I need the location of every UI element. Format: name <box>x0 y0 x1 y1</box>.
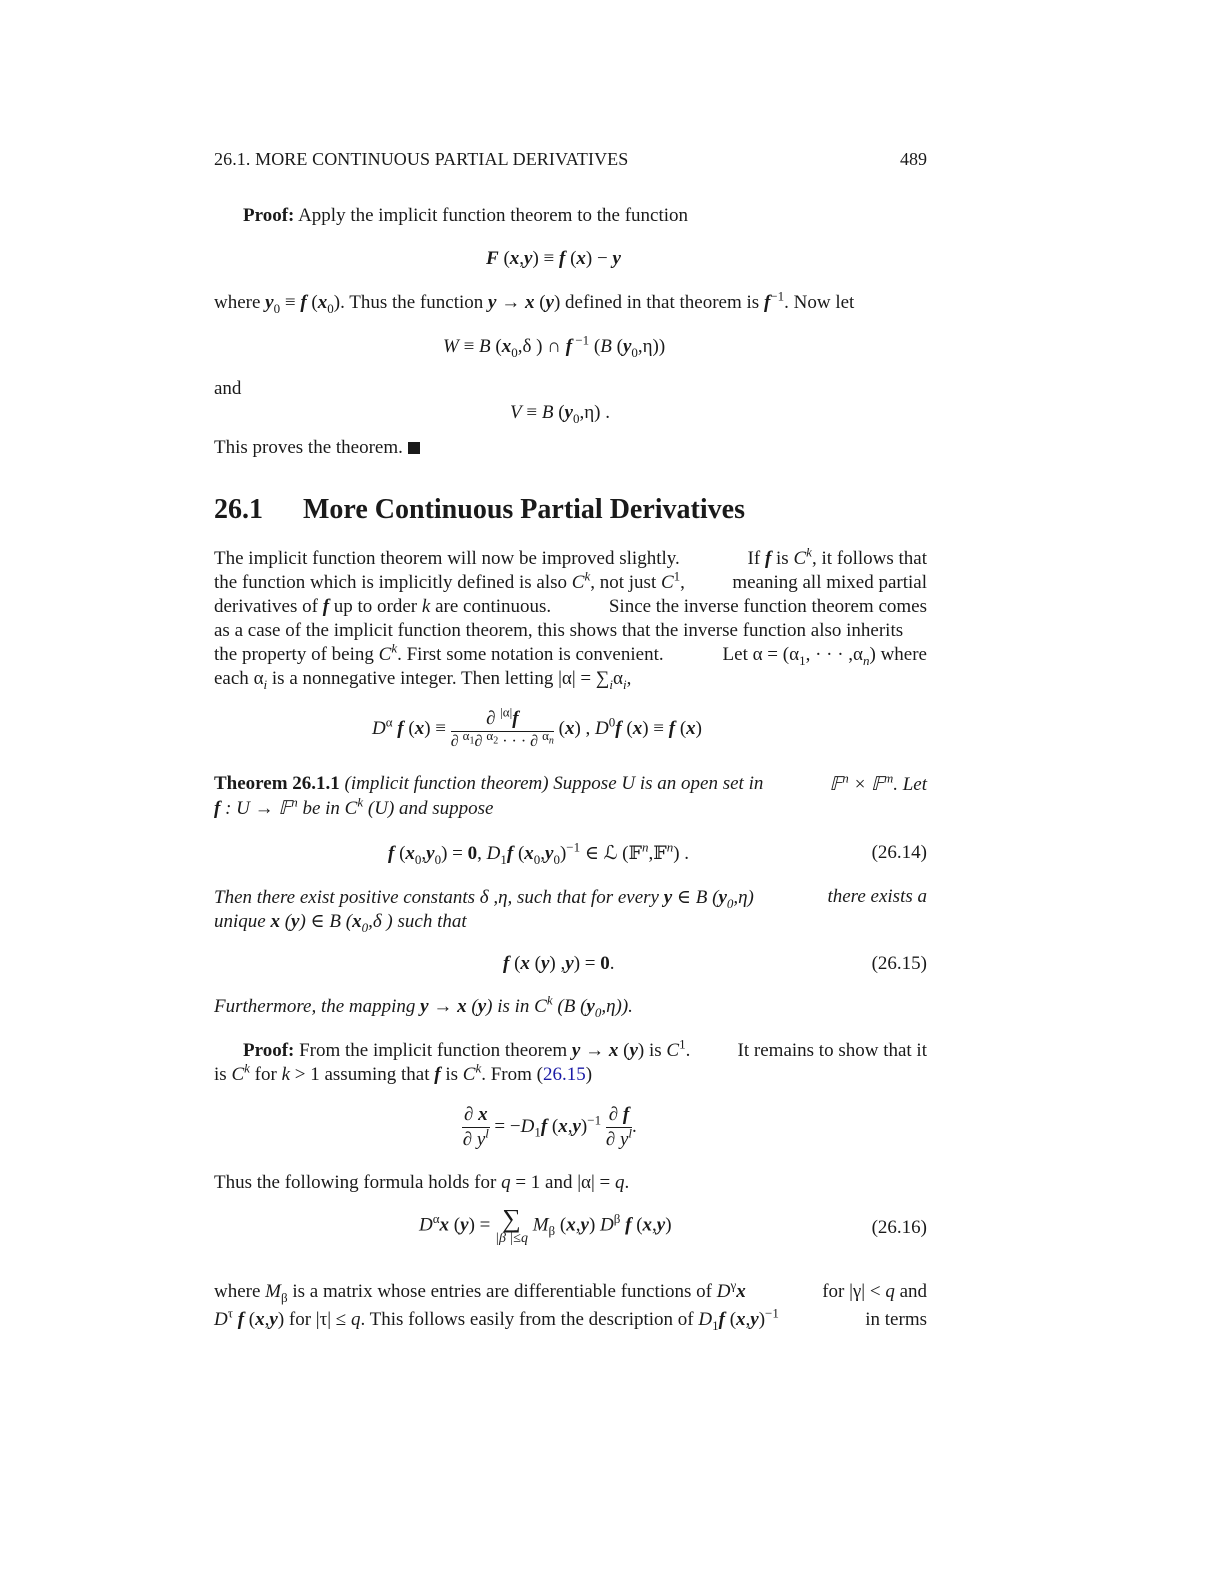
thus-line: Thus the following formula holds for q = 1 and |α| = q. <box>214 1172 630 1193</box>
theorem-unique-line: unique x (y) ∈ B ($x_0,\delta$ ) such that <box>214 911 467 935</box>
proof2-line-2: is $C^k$ for k > 1 assuming that f is $C^k$. From (26.15) <box>214 1060 593 1085</box>
intro-line-2: the function which is implicitly defined is also $C^k$, not just $C^1$, meaning all mixed partial <box>214 568 927 593</box>
equation-V: V ≡ B $(y_0,\eta)$ . <box>510 402 610 426</box>
intro-line-5: the property of being $C^k$. First some notation is convenient. Let $\alpha = (\alpha_1$, · · · $,\alpha_n$) where <box>214 640 927 668</box>
equation-dx-dy: $\frac{\partial x}{\partial y^l}$ = $-D_1f$ $(x,y)^{-1}$ $\frac{\partial f}{\partial y^l}$ . <box>462 1104 637 1150</box>
equation-26-14: f $(x_0,y_0) = 0$, $D_1f$ $(x_0,y_0)^{-1}$ ∈ ℒ (𝔽$^n$,𝔽$^n$) . <box>388 839 690 867</box>
where-line: where $y_0 \equiv f$ $(x_0)$. Thus the function y → x (y) defined in that theorem is $f^{-1}$. Now let <box>214 288 855 316</box>
equation-number-26-14: (26.14) <box>871 842 927 863</box>
conclusion-line: This proves the theorem. <box>214 437 420 459</box>
page-number: 489 <box>900 149 927 169</box>
section-number: 26.1 <box>214 494 263 525</box>
qed-square-icon <box>408 442 420 454</box>
intro-line-6: each $\alpha_i$ is a nonnegative integer. Then letting $|\alpha| = \sum_i\alpha_i$, <box>214 668 632 692</box>
intro-line-3: derivatives of f up to order k are continuous. Since the inverse function theorem comes <box>214 596 927 617</box>
proof2-label: Proof: <box>243 1040 295 1061</box>
section-title: More Continuous Partial Derivatives <box>303 494 745 525</box>
running-title: 26.1. MORE CONTINUOUS PARTIAL DERIVATIVES <box>214 149 629 169</box>
intro-line-4: as a case of the implicit function theorem, this shows that the inverse function also inherits <box>214 620 904 641</box>
section-heading <box>214 494 745 526</box>
where-m-line-2: $D^\tau$ f (x,y) for |τ| ≤ q. This follows easily from the description of $D_1f$ $(x,y)^{-1}$ in terms <box>214 1305 927 1333</box>
proof-label: Proof: <box>243 205 295 226</box>
proof-text: Apply the implicit function theorem to the function <box>298 205 689 226</box>
equation-F: F (x,y) ≡ f (x) − y <box>486 248 621 269</box>
equation-reference-link[interactable]: 26.15 <box>543 1064 586 1085</box>
equation-26-15: f (x (y) ,y) = 0. <box>503 953 615 974</box>
equation-26-16: $D^\alpha x$ (y) = ∑ |β |≤q $M_\beta$ (x,y) $D^\beta$ f (x,y) <box>419 1204 672 1246</box>
sum-symbol: ∑ |β |≤q <box>495 1204 528 1246</box>
equation-W: W ≡ B ($x_0,\delta$ ) ∩ f $^{-1}$ (B $(y_0,\eta)$) <box>443 332 666 360</box>
equation-number-26-15: (26.15) <box>871 953 927 974</box>
intro-line-1: The implicit function theorem will now be improved slightly. If f is $C^k$, it follows that <box>214 544 927 569</box>
proof2-line-1: Proof: From the implicit function theorem y → x (y) is $C^1$. It remains to show that it <box>243 1036 927 1061</box>
where-m-line-1: where $M_\beta$ is a matrix whose entries are differentiable functions of $D^\gamma x$ for |γ| < q and <box>214 1277 927 1305</box>
equation-number-26-16: (26.16) <box>871 1217 927 1238</box>
theorem-line-1: Theorem 26.1.1 (implicit function theorem) Suppose U is an open set in 𝔽$^n$ × 𝔽$^m$. Let <box>214 770 927 795</box>
partial-fraction: $\frac{\partial ^{|\alpha|}f}{\partial ^{\alpha_1}\partial ^{\alpha_2} \cdot \cdot \cdot \partial ^{\alpha_n}}$ <box>450 704 554 750</box>
theorem-label: Theorem 26.1.1 <box>214 773 340 794</box>
and-text: and <box>214 378 242 399</box>
theorem-furthermore-line: Furthermore, the mapping y → x (y) is in $C^k$ (B $(y_0,\eta)$). <box>214 992 633 1020</box>
equation-D-alpha: $D^\alpha$ f (x) ≡ $\frac{\partial ^{|\alpha|}f}{\partial ^{\alpha_1}\partial ^{\alpha_2} \cdot \cdot \cdot \partial ^{\alpha_n}}$ (x) , $D^0f$ (x) ≡ f (x) <box>372 704 702 750</box>
theorem-then-line: Then there exist positive constants δ ,η, such that for every y ∈ B $(y_0,\eta)$ there exists a <box>214 886 927 911</box>
intro-paragraph <box>214 544 927 692</box>
theorem-line-2: f : U → 𝔽$^n$ be in $C^k$ (U) and suppose <box>214 794 494 819</box>
proof-paragraph <box>243 205 688 227</box>
